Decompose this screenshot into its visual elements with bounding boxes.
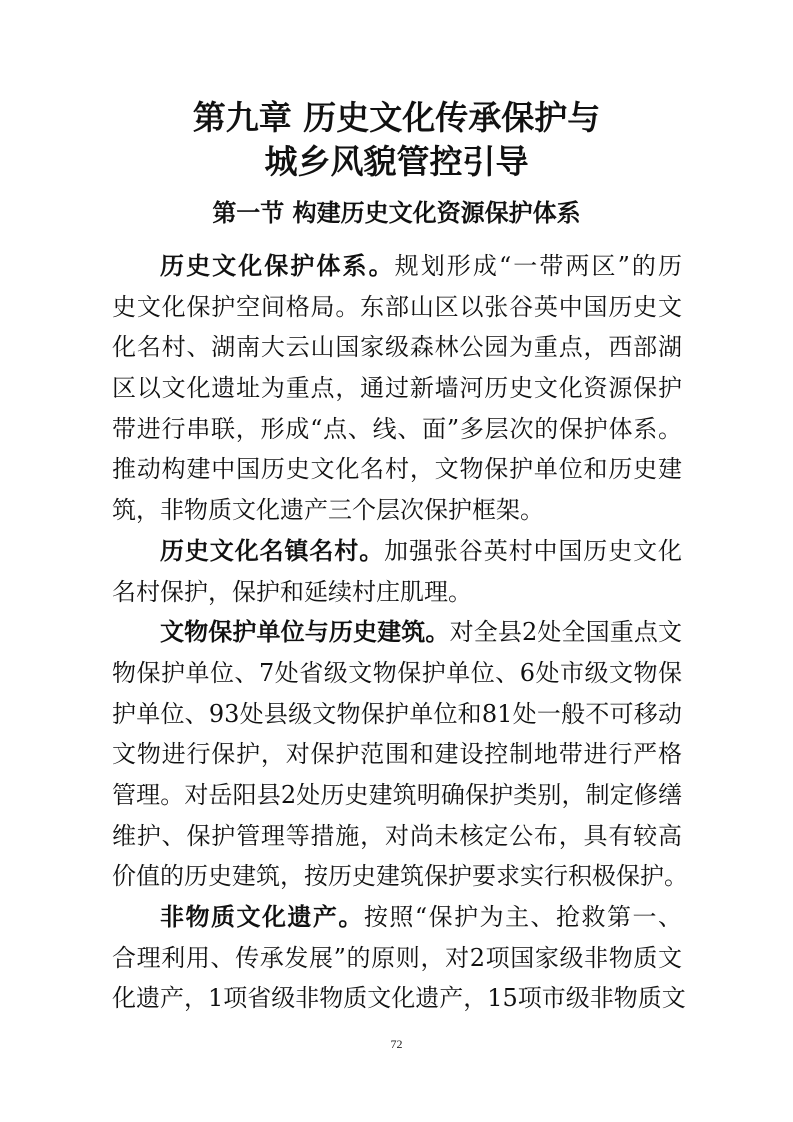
paragraph-4-text: 按照“保护为主、抢救第一、 [363,903,682,931]
paragraph-3-line-1 [112,612,682,653]
paragraph-1-line-6: 推动构建中国历史文化名村，文物保护单位和历史建 [112,455,682,484]
chapter-title-line-2: 城乡风貌管控引导 [264,142,529,181]
page-number: 72 [390,1037,403,1051]
paragraph-3-line-7: 价值的历史建筑，按历史建筑保护要求实行积极保护。 [112,862,688,891]
paragraph-4-lead: 非物质文化遗产。 [160,903,364,931]
paragraph-2-text: 加强张谷英村中国历史文化 [384,536,683,565]
paragraph-1-lead: 历史文化保护体系。 [160,252,395,280]
chapter-title-line-1: 第九章 历史文化传承保护与 [192,98,601,137]
paragraph-2-lead: 历史文化名镇名村。 [160,536,385,565]
body-text [112,246,688,1019]
paragraph-2-line-2: 名村保护，保护和延续村庄肌理。 [112,577,472,606]
paragraph-3-line-5: 管理。对岳阳县2处历史建筑明确保护类别，制定修缮 [112,780,682,809]
paragraph-4-line-3: 化遗产，1项省级非物质文化遗产，15项市级非物质文 [112,984,686,1013]
paragraph-1-line-5: 带进行串联，形成“点、线、面”多层次的保护体系。 [112,414,682,443]
paragraph-1-line-7: 筑，非物质文化遗产三个层次保护框架。 [112,496,544,525]
paragraph-3-line-2: 物保护单位、7处省级文物保护单位、6处市级文物保 [112,658,682,687]
paragraph-4-line-1 [112,897,682,938]
paragraph-1-line-1 [112,246,682,287]
paragraph-1-line-3: 化名村、湖南大云山国家级森林公园为重点，西部湖 [112,333,682,362]
paragraph-3-line-6: 维护、保护管理等措施，对尚未核定公布，具有较高 [112,821,682,850]
paragraph-2-line-1 [112,531,682,572]
section-title: 第一节 构建历史文化资源保护体系 [212,199,581,227]
paragraph-3-line-3: 护单位、93处县级文物保护单位和81处一般不可移动 [112,699,682,728]
paragraph-4-line-2: 合理利用、传承发展”的原则，对2项国家级非物质文 [112,943,682,972]
paragraph-3-text: 对全县2处全国重点文 [449,618,682,647]
paragraph-3-lead: 文物保护单位与历史建筑。 [160,618,450,647]
paragraph-1-text: 规划形成“一带两区”的历 [394,252,682,280]
paragraph-3-line-4: 文物进行保护，对保护范围和建设控制地带进行严格 [112,740,682,769]
paragraph-1-line-2: 史文化保护空间格局。东部山区以张谷英中国历史文 [112,292,682,321]
paragraph-1-line-4: 区以文化遗址为重点，通过新墙河历史文化资源保护 [112,374,682,403]
